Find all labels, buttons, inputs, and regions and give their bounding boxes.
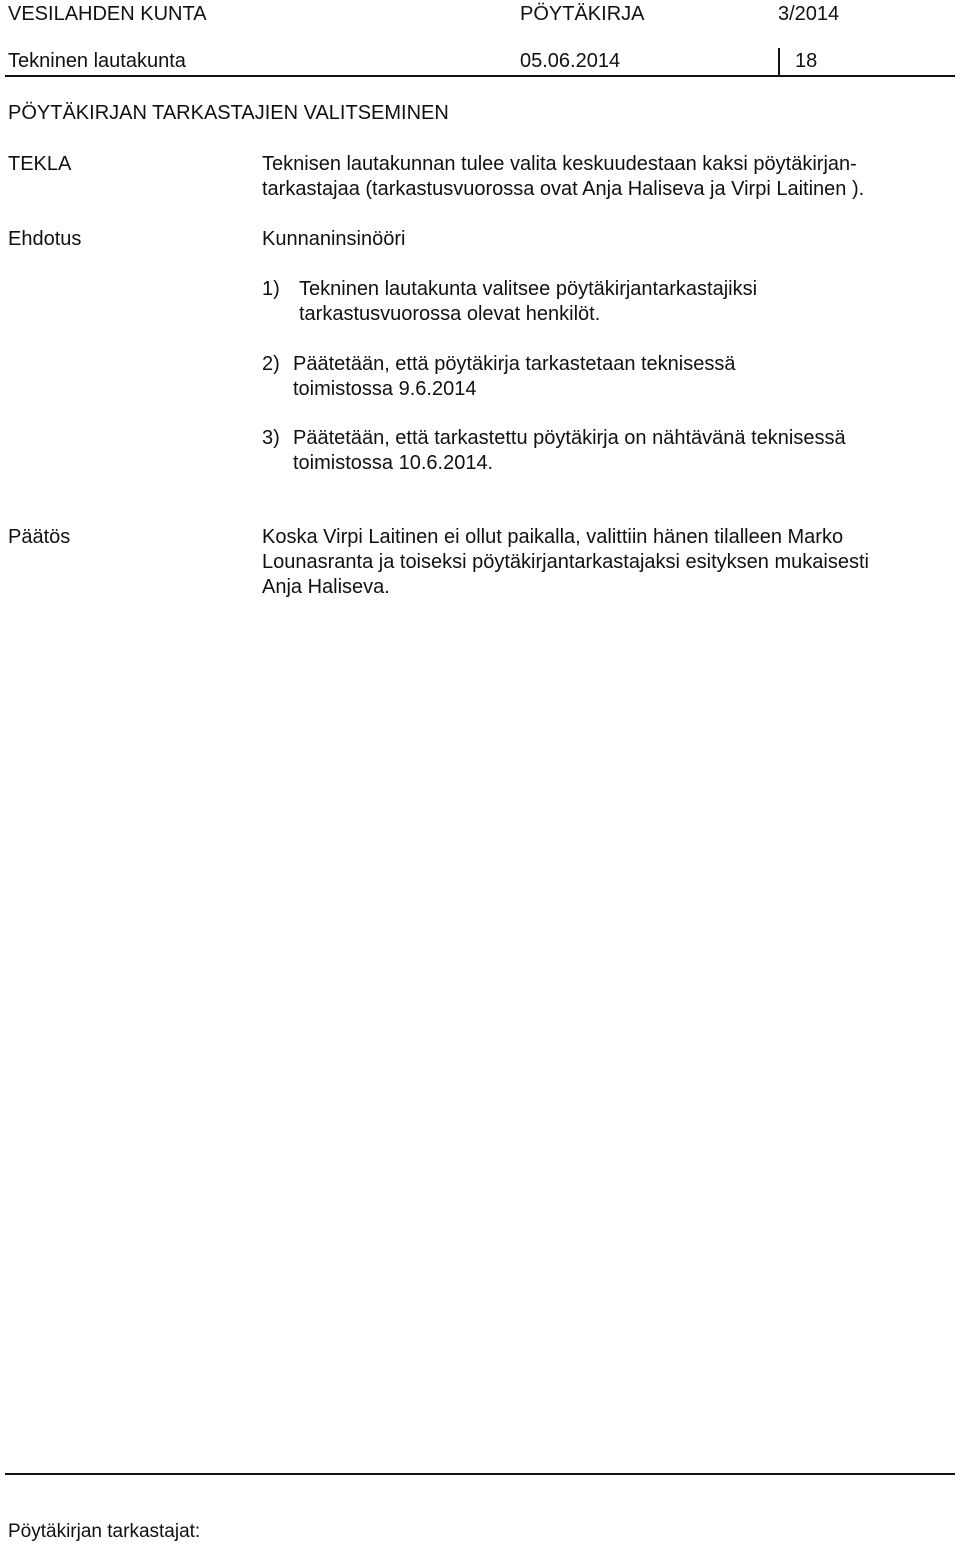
item-1-number: 1) <box>262 278 280 300</box>
header-divider <box>5 75 955 77</box>
organization-name: VESILAHDEN KUNTA <box>8 3 207 25</box>
section-marker <box>778 48 780 76</box>
item-2-line1: Päätetään, että pöytäkirja tarkastetaan teknisessä <box>293 353 736 375</box>
footer-divider <box>5 1473 955 1475</box>
item-3-number: 3) <box>262 427 280 449</box>
section-number: 18 <box>795 50 818 72</box>
item-3-line1: Päätetään, että tarkastettu pöytäkirja on nähtävänä teknisessä <box>293 427 846 449</box>
document-type: PÖYTÄKIRJA <box>520 3 645 25</box>
proposer: Kunnaninsinööri <box>262 228 406 250</box>
tekla-text-line2: tarkastajaa (tarkastusvuorossa ovat Anja Haliseva ja Virpi Laitinen ). <box>262 178 865 200</box>
ehdotus-label: Ehdotus <box>8 228 82 250</box>
document-number: 3/2014 <box>778 3 840 25</box>
page-title: PÖYTÄKIRJAN TARKASTAJIEN VALITSEMINEN <box>8 102 449 124</box>
tekla-text-line1: Teknisen lautakunnan tulee valita keskuudestaan kaksi pöytäkirjan- <box>262 153 857 175</box>
paatos-line3: Anja Haliseva. <box>262 576 390 598</box>
item-3-line2: toimistossa 10.6.2014. <box>293 452 494 474</box>
meeting-date: 05.06.2014 <box>520 50 621 72</box>
item-2-line2: toimistossa 9.6.2014 <box>293 378 477 400</box>
item-1-line2: tarkastusvuorossa olevat henkilöt. <box>299 303 601 325</box>
paatos-label: Päätös <box>8 526 71 548</box>
committee-name: Tekninen lautakunta <box>8 50 186 72</box>
inspectors-label: Pöytäkirjan tarkastajat: <box>8 1521 201 1542</box>
item-1-line1: Tekninen lautakunta valitsee pöytäkirjantarkastajiksi <box>299 278 758 300</box>
paatos-line1: Koska Virpi Laitinen ei ollut paikalla, valittiin hänen tilalleen Marko <box>262 526 844 548</box>
tekla-label: TEKLA <box>8 153 72 175</box>
item-2-number: 2) <box>262 353 280 375</box>
paatos-line2: Lounasranta ja toiseksi pöytäkirjantarkastajaksi esityksen mukaisesti <box>262 551 869 573</box>
